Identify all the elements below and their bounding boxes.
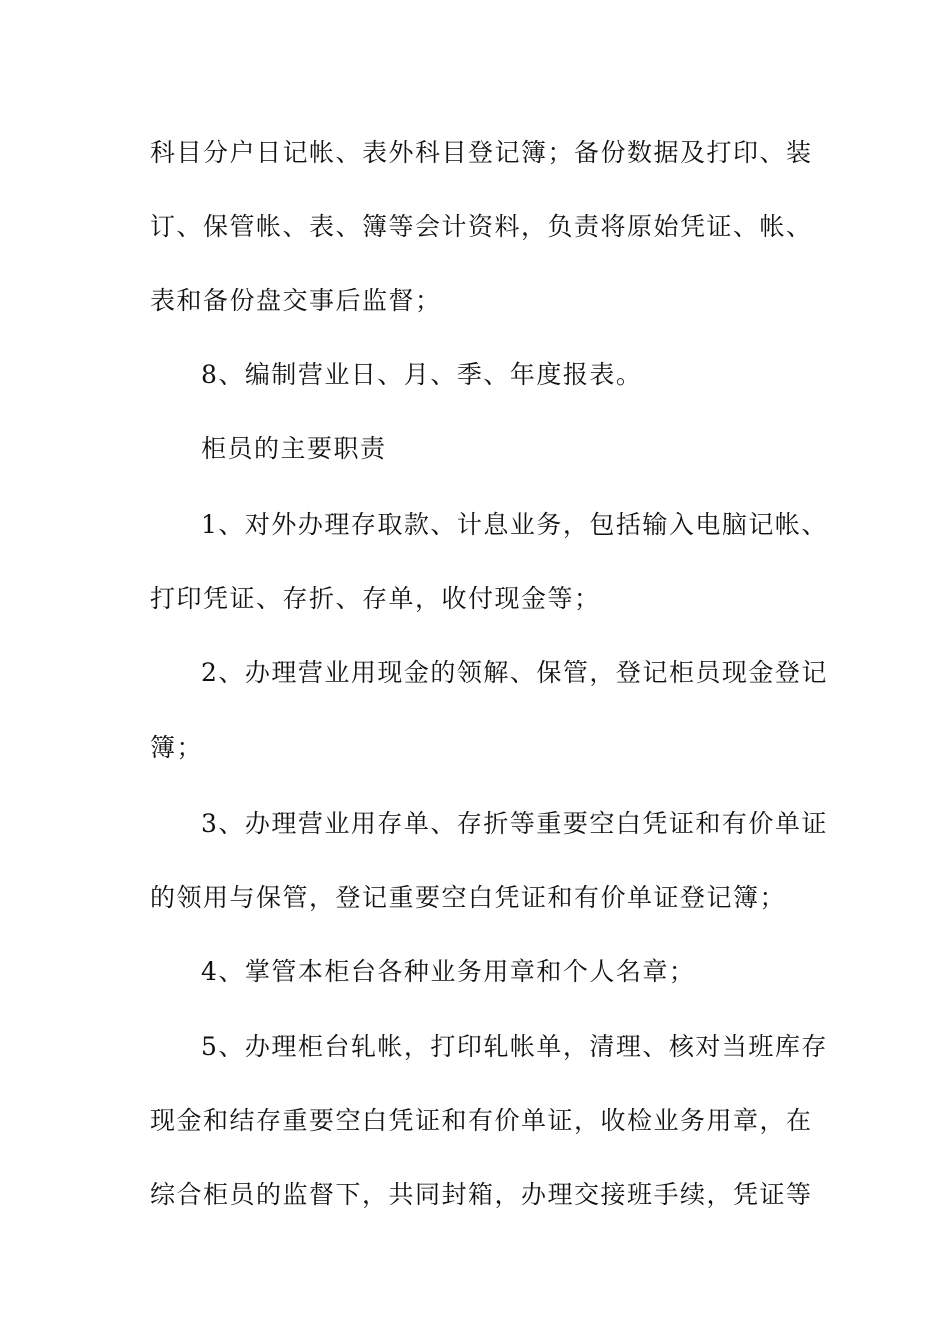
text-line: 的领用与保管，登记重要空白凭证和有价单证登记簿； [150,883,787,912]
section-heading: 柜员的主要职责 [201,434,387,463]
text-line: 表和备份盘交事后监督； [150,286,442,315]
text-line: 簿； [150,733,204,762]
text-line: 5、办理柜台轧帐，打印轧帐单，清理、核对当班库存 [201,1032,828,1061]
text-line: 订、保管帐、表、簿等会计资料，负责将原始凭证、帐、 [150,212,813,241]
text-line: 8、编制营业日、月、季、年度报表。 [201,360,643,389]
text-line: 现金和结存重要空白凭证和有价单证，收检业务用章，在 [150,1106,813,1135]
text-line: 综合柜员的监督下，共同封箱，办理交接班手续，凭证等 [150,1180,813,1209]
text-line: 科目分户日记帐、表外科目登记簿；备份数据及打印、装 [150,138,813,167]
text-line: 2、办理营业用现金的领解、保管，登记柜员现金登记 [201,658,828,687]
text-line: 1、对外办理存取款、计息业务，包括输入电脑记帐、 [201,510,828,539]
text-line: 3、办理营业用存单、存折等重要空白凭证和有价单证 [201,809,828,838]
text-line: 打印凭证、存折、存单，收付现金等； [150,584,601,613]
text-line: 4、掌管本柜台各种业务用章和个人名章； [201,957,696,986]
